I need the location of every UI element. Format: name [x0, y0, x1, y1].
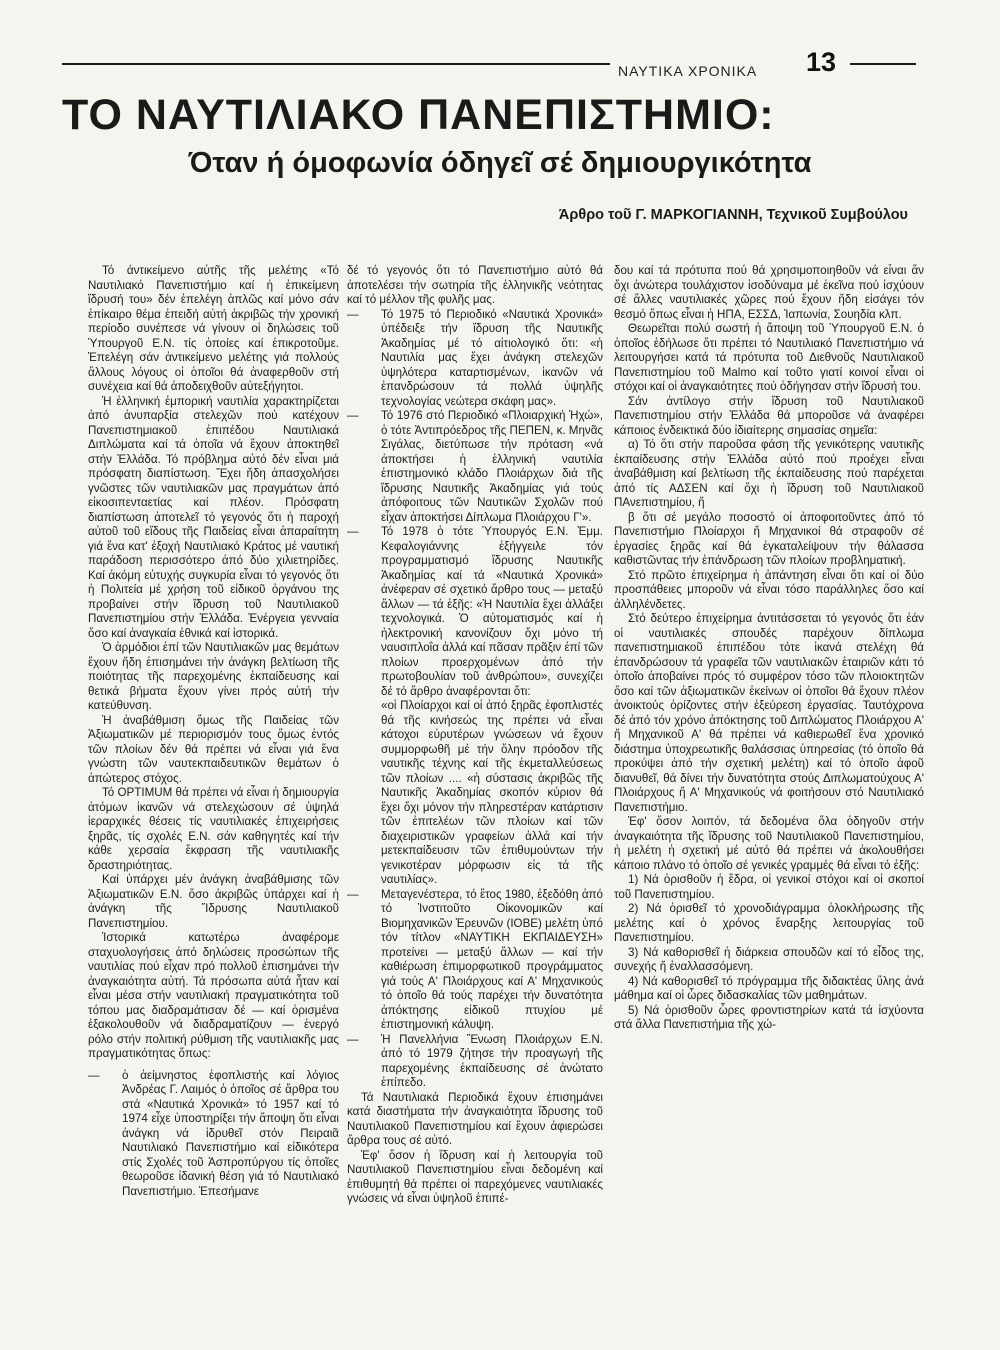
list-item-text: Ἡ Πανελλήνια Ἕνωση Πλοιάρχων Ε.Ν. ἀπό τό 1979 ζήτησε τήν προαγωγή τῆς παρεχομένης ἐκπαίδευσης σέ ἀνώτατο ἐπίπεδο.: [381, 1032, 603, 1089]
dash-marker: —: [347, 887, 359, 901]
list-item: [347, 1033, 603, 1091]
list-item: [88, 1069, 339, 1200]
dash-marker: —: [347, 307, 359, 321]
list-item-text: Τό 1978 ὁ τότε Ὑπουργός Ε.Ν. Ἐμμ. Κεφαλογιάννης ἐξήγγειλε τόν προγραμματισμό ἵδρυσης Ναυτικῆς Ἀκαδημίας καί τά «Ναυτικά Χρονικά» ἀνέφεραν σέ σχετικό ἄρθρο τους — μεταξύ ἄλλων — τά ἑξῆς: «Ἡ Ναυτιλία ἔχει ἀλλάξει τεχνολογικά. Ὁ αὐτοματισμός καί ἡ ἠλεκτρονική κανονίζουν ὄχι μόνο τή ναυσιπλοΐα ἀλλά καί πᾶσαν πρᾶξιν ἐπί τῶν πλοίων προερχομένων ἀπό τήν πρωτοβουλίαν τοῦ ἀνθρώπου», συνεχίζει δέ τό ἄρθρο ἀναφέρονται ὅτι:: [381, 525, 603, 698]
paragraph: Σάν ἀντίλογο στήν ἵδρυση τοῦ Ναυτιλιακοῦ Πανεπιστημίου στήν Ἑλλάδα θά μποροῦσε νά ἀναφέρει κάποιος ἐνδεικτικά δύο ἰδιαίτερης σημασίας σημεῖα:: [614, 394, 924, 437]
header-rule-right: [850, 63, 916, 65]
text-column-1: [88, 264, 339, 1339]
paragraph: α) Τό ὅτι στήν παροῦσα φάση τῆς γενικότερης ναυτικῆς ἐκπαίδευσης στήν Ἑλλάδα αὐτό πού προέχει εἶναι ἀναβάθμιση καί βελτίωση τῆς ἐκπαίδευσης πού παρέχεται ἀπό τίς ΑΔΣΕΝ καί ὄχι ἡ ἵδρυση τοῦ Ναυτιλιακοῦ ΠΑνεπιστημίου, ἤ: [614, 438, 924, 509]
paragraph: Ἱστορικά κατωτέρω ἀναφέρομε σταχυολογήσεις ἀπό δηλώσεις προσώπων τῆς ναυτιλίας πού εἶχαν πρό πολλοῦ ἐπισημάνει τήν ἀναγκαιότητα αὐτή. Τά πρόσωπα αὐτά ἦταν καί εἶναι μέσα στήν ναυτιλιακή πραγματικότητα τοῦ τόπου μας διαδραμάτισαν δέ — καί ὁρισμένα ἐξακολουθοῦν νά διαδραματίζουν — ἐνεργό ρόλο στήν πολιτική ρύθμιση τῆς ναυτιλιακῆς μας πραγματικότητας ὅπως:: [88, 931, 339, 1060]
paragraph: Ἡ ἑλληνική ἐμπορική ναυτιλία χαρακτηρίζεται ἀπό ἀνυπαρξία στελεχῶν πού κατέχουν Πανεπιστημιακοῦ ἐπιπέδου Ναυτιλιακά Διπλώματα καί τά ὁποῖα νά ἔχουν ἀποκτηθεῖ στήν Ἑλλάδα. Τό πρόβλημα αὐτό δέν εἶναι μιά πρόσφατη διαπίστωση. Ἔχει ἤδη ἀπασχολήσει γνῶστες τῶν ναυτιλιακῶν μας πραγμάτων ἀπό εἰκοσιπενταετίας καί πλέον. Πρόσφατη διαπίστωση ἀποτελεῖ τό γεγονός ὅτι ἡ παροχή αὐτοῦ τοῦ εἴδους τῆς Παιδείας εἶναι ἀπαραίτητη γιά ἕνα κατ' ἐξοχή Ναυτιλιακό Κράτος μέ ναυτική παράδοση περισσότερο ἀπό δύο χιλιετηρίδες. Καί ἀκόμη εὐτυχής συγκυρία εἶναι τό γεγονός ὅτι ἡ Πολιτεία μέ χρήση τοῦ εἰδικοῦ ὀργάνου της προβαίνει στήν ἵδρυση τοῦ Ναυτιλιακοῦ Πανεπιστημίου στήν Ἑλλάδα. Ἐνέργεια γενναία ὅσο καί ἀναγκαία ἐθνικά καί ἱστορικά.: [88, 394, 339, 640]
dash-marker: —: [347, 409, 359, 422]
list-item-text: Τό 1976 στό Περιοδικό «Πλοιαρχική Ἠχώ», ὁ τότε Ἀντιπρόεδρος τῆς ΠΕΠΕΝ, κ. Μηνᾶς Σιγάλας, διετύπωσε τήν πρόταση «νά ἀποκτήσει ἡ ἑλληνική ναυτιλία ἐπιστημονικό κλάδο Πλοιάρχων διά τῆς ἵδρυσης Ναυτικῆς Ἀκαδημίας γιά τούς ἀπόφοιτους τῶν Ναυτικῶν Σχολῶν πού εἶχαν ἀποκτήσει Δίπλωμα Πλοιάρχου Γ'».: [381, 409, 603, 524]
text-column-3: [614, 264, 924, 1339]
dash-marker: —: [88, 1068, 100, 1082]
paragraph: δου καί τά πρότυπα πού θά χρησιμοποιηθοῦν νά εἶναι ἄν ὄχι ἀνώτερα τουλάχιστον ἰσοδύναμα μέ ἐκεῖνα πού ἰσχύουν σέ ἄλλες ναυτιλιακές χῶρες πού ἔχουν ἤδη εἰσάγει τόν θεσμό ὅπως εἶναι ἡ ΗΠΑ, ΕΣΣΔ, Ἰαπωνία, Σουηδία κλπ.: [614, 264, 924, 321]
numbered-item: 4) Νά καθορισθεῖ τό πρόγραμμα τῆς διδακτέας ὕλης ἀνά μάθημα καί οἱ ὧρες διδασκαλίας τῶν μαθημάτων.: [614, 974, 924, 1002]
quotation: [347, 699, 603, 888]
article-byline: Άρθρο τοῦ Γ. ΜΑΡΚΟΓΙΑΝΝΗ, Τεχνικοῦ Συμβούλου: [558, 207, 908, 223]
paragraph: Τά Ναυτιλιακά Περιοδικά ἔχουν ἐπισημάνει κατά διαστήματα τήν ἀναγκαιότητα ἵδρυσης τοῦ Ναυτιλιακοῦ Πανεπιστημίου καί ἔχουν ἀφιερώσει ἄρθρα τους σέ αὐτό.: [347, 1090, 603, 1147]
article-title: ΤΟ ΝΑΥΤΙΛΙΑΚΟ ΠΑΝΕΠΙΣΤΗΜΙΟ:: [62, 91, 775, 139]
list-item-text: Μεταγενέστερα, τό ἔτος 1980, ἐξεδόθη ἀπό τό Ἰνστιτοῦτο Οἰκονομικῶν καί Βιομηχανικῶν Ἐρευνῶν (ΙΟΒΕ) μελέτη ὑπό τόν τίτλον «ΝΑΥΤΙΚΗ ΕΚΠΑΙΔΕΥΣΗ» προτείνει — μεταξύ ἄλλων — καί τήν καθιέρωση ἐπιμορφωτικοῦ προγράμματος γιά τούς Α' Πλοιάρχους καί Α' Μηχανικούς τό ὁποῖο θά τούς παρέχει τήν δυνατότητα ἀπόκτησης εἰδικοῦ πτυχίου μέ ἐπιστημονική κάλυψη.: [381, 887, 603, 1031]
list-item-text: Τό 1975 τό Περιοδικό «Ναυτικά Χρονικά» ὑπέδειξε τήν ἵδρυση τῆς Ναυτικῆς Ἀκαδημίας μέ τό αἰτιολογικό ὅτι: «ἡ Ναυτιλία μας ἔχει ἀνάγκη στελεχῶν ὑψηλότερα καταρτισμένων, ἱκανῶν νά ἐπανδρώσουν τά πολλά ὑψηλῆς τεχνολογίας νεώτερα σκάφη μας».: [381, 307, 603, 408]
list-item-text: ὁ ἀείμνηστος ἐφοπλιστής καί λόγιος Ἀνδρέας Γ. Λαιμός ὁ ὁποῖος σέ ἄρθρα του στά «Ναυτικά Χρονικά» τό 1957 καί τό 1974 εἶχε ὑποστηρίξει τήν ἄποψη ὅτι εἶναι ἀνάγκη νά ἱδρυθεῖ στόν Πειραιᾶ Ναυτιλιακό Πανεπιστήμιο καί εἰδικότερα στίς Σχολές τοῦ Ἀσπροπύργου τίς ὁποῖες θεωροῦσε ἰδανική θέση γιά τό Ναυτιλιακό Πανεπιστήμιο. Ἐπεσήμανε: [122, 1068, 339, 1198]
numbered-item: 1) Νά ὁρισθοῦν ἡ ἕδρα, οἱ γενικοί στόχοι καί οἱ σκοποί τοῦ Πανεπιστημίου.: [614, 873, 924, 901]
header-rule-left: [62, 63, 610, 65]
page-number: 13: [806, 47, 837, 77]
paragraph: Τό OPTIMUM θά πρέπει νά εἶναι ἡ δημιουργία ἀτόμων ἱκανῶν νά στελεχώσουν σέ ὑψηλά ἱεραρχικές θέσεις τίς ναυτιλιακές ἐπιχειρήσεις ξηρᾶς, τίς σχολές Ε.Ν. σάν καθηγητές καί τήν κάθε χερσαία ἔκφραση τῆς ναυτιλιακῆς δραστηριότητας.: [88, 786, 339, 872]
list-item: [347, 888, 603, 1033]
paragraph: Ἐφ' ὅσον ἡ ἵδρυση καί ἡ λειτουργία τοῦ Ναυτιλιακοῦ Πανεπιστημίου εἶναι δεδομένη καί ἐπιθυμητή θά πρέπει οἱ παρεχόμενες ναυτιλιακές γνώσεις νά εἶναι ὑψηλοῦ ἐπιπέ-: [347, 1148, 603, 1205]
paragraph: Ἡ ἀναβάθμιση ὅμως τῆς Παιδείας τῶν Ἀξιωματικῶν μέ περιορισμόν τους ὅμως ἐντός τῶν πλοίων δέν θά πρέπει νά εἶναι γιά ἕνα γνώστη τῶν ναυτεκπαιδευτικῶν θεμάτων ὁ ἀπώτερος στόχος.: [88, 713, 339, 785]
paragraph: β ὅτι σέ μεγάλο ποσοστό οἱ ἀποφοιτοῦντες ἀπό τό Πανεπιστήμιο Πλοίαρχοι ἤ Μηχανικοί θά στραφοῦν σέ ἐργασίες ξηρᾶς καί θά ἐγκαταλείψουν τήν θάλασσα καθιστῶντας τήν ἐπάνδρωση τῶν πλοίων προβληματική.: [614, 510, 924, 567]
numbered-item: 5) Νά ὁρισθοῦν ὧρες φροντιστηρίων κατά τά ἰσχύοντα στά ἄλλα Πανεπιστήμια τῆς χώ-: [614, 1003, 924, 1031]
dash-marker: —: [347, 1032, 359, 1046]
paragraph: Στό πρῶτο ἐπιχείρημα ἡ ἀπάντηση εἶναι ὅτι καί οἱ δύο προσπάθειες μποροῦν νά εἶναι τόσο παράλληλες ὅσο καί ἀλληλένδετες.: [614, 568, 924, 611]
running-head: ΝΑΥΤΙΚΑ ΧΡΟΝΙΚΑ: [618, 63, 758, 79]
paragraph: Ὁ ἁρμόδιοι ἐπί τῶν Ναυτιλιακῶν μας θεμάτων ἔχουν ἤδη ἐπισημάνει τήν ἀνάγκη βελτίωση τῆς ποιότητας τῆς παρεχομένης ἐκπαίδευσης καί θετικά βήματα ἔχουν γίνει πρός αὐτή τήν κατεύθυνση.: [88, 641, 339, 712]
paragraph: δέ τό γεγονός ὅτι τό Πανεπιστήμιο αὐτό θά ἀποτελέσει τήν σωτηρία τῆς ἑλληνικῆς νεότητας καί τό μέλλον τῆς φυλῆς μας.: [347, 264, 603, 306]
list-item: [347, 308, 603, 410]
paragraph: Τό άντικείμενο αὐτῆς τῆς μελέτης «Τό Ναυτιλιακό Πανεπιστήμιο καί ἡ ἐπικείμενη ἴδρυσή του» δέν ἐπελέγη ἁπλῶς καί μόνο σάν ἐπίκαιρο θέμα ἐπειδή αὐτή ἀκριβῶς τήν χρονική περίοδο συνέπεσε νά γίνουν οἱ δηλώσεις τοῦ Ὑπουργοῦ Ε.Ν. τίς ὁποίες καί ἐπικροτοῦμε. Ἐπελέγη σάν ἀντικείμενο μελέτης γιά πολλούς ἄλλους λόγους οἱ ὁποῖοι θά ἀναφερθοῦν στή συνέχεια καί θά ἀποδειχθοῦν αὐτεξήγητοι.: [88, 264, 339, 393]
article-subtitle: Όταν ή όμοφωνία όδηγεῖ σέ δημιουργικότητα: [188, 147, 812, 179]
quotation-text: «οἱ Πλοίαρχοι καί οἱ ἀπό ξηρᾶς ἐφοπλιστές θά τῆς κινήσεώς της πρέπει νά εἶναι κάτοχοι εὐρυτέρων γνώσεων νά ἔχουν συμμορφωθῆ μέ τήν ὅλην πρόοδον τῆς ναυτικῆς τέχνης καί τῆς ἐκμεταλλεύσεως τῶν πλοίων .... «ἡ σύστασις ἀκριβῶς τῆς Ναυτικῆς Ἀκαδημίας σκοπόν κύριον θά ἔχει ὄχι μόνον τήν πληρεστέραν κατάρτισιν τῶν ἐπιτελέων τῶν πλοίων καί τῶν διαχειριστικῶν γραφείων ἀλλά καί τήν μετεκπαίδευσιν τῶν ἐπιθυμούντων τήν γενικοτέραν μόρφωσιν εἰς τά τῆς ναυτιλίας».: [381, 699, 603, 886]
paragraph: Στό δεύτερο ἐπιχείρημα ἀντιτάσσεται τό γεγονός ὅτι ἐάν οἱ ναυτιλιακές σπουδές παρέχουν δίπλωμα πανεπιστημιακοῦ ἐπιπέδου τότε ἱκανά στελέχη θά ἐπανδρώσουν τά γραφεῖα τῶν ναυτιλιακῶν ἑταιριῶν κάτι τό ὁποῖο ἀποβαίνει πρός τό συμφέρον τόσο τῶν πλοιοκτητῶν ὅσο καί τῶν ἀξιωματικῶν ἐκείνων οἱ ὁποῖοι θά ἔχουν πλέον ἀνοικτούς ὁρίζοντες στήν ἐξεύρεση ἐργασίας. Ταυτόχρονα δέ ἀπό τόν χρόνο ἀπόκτησης τοῦ Διπλώματος Πλοιάρχου Α' ἤ Μηχανικοῦ Α' θά πρέπει νά καθιερωθεῖ ἕνα χρονικό διάστημα ὑποχρεωτικῆς θαλάσσιας ὑπηρεσίας (τό ὁποῖο θά προκύψει ἀπό τήν σχετική μελέτη) καί τό ὁποῖο ἀφοῦ διανυθεῖ, θά δίνει τήν δυνατότητα στούς Διπλωματούχους Α' Πλοιάρχους ἤ Α' Μηχανικούς νά φοιτήσουν στό Ναυτιλιακό Πανεπιστήμιο.: [614, 612, 924, 814]
dash-marker: —: [347, 525, 359, 538]
paragraph: Καί ὑπάρχει μέν ἀνάγκη ἀναβάθμισης τῶν Ἀξιωματικῶν Ε.Ν. ὅσο ἀκριβῶς ὑπάρχει καί ἡ ἀνάγκη τῆς Ἵδρυσης Ναυτιλιακοῦ Πανεπιστημίου.: [88, 873, 339, 930]
text-column-2: [347, 264, 603, 1339]
list-item: [347, 409, 603, 525]
paragraph: Θεωρεῖται πολύ σωστή ἡ ἄποψη τοῦ Ὑπουργοῦ Ε.Ν. ὁ ὁποῖος ἐδήλωσε ὅτι πρέπει τό Ναυτιλιακό Πανεπιστήμιο νά λειτουργήσει κατά τά πρότυπα τοῦ Διεθνοῦς Ναυτιλιακοῦ Πανεπιστημίου τοῦ Malmo καί τοῦτο γιατί κοινοί εἶναι οἱ στόχοι καί οἱ ἀναγκαιότητες πού ὁδήγησαν στήν ἵδρυσή του.: [614, 322, 924, 393]
numbered-item: 2) Νά ὁρισθεῖ τό χρονοδιάγραμμα ὁλοκλήρωσης τῆς μελέτης καί ὁ χρόνος ἔναρξης λειτουργίας τοῦ Πανεπιστημίου.: [614, 902, 924, 944]
numbered-item: 3) Νά καθορισθεῖ ἡ διάρκεια σπουδῶν καί τό εἶδος της, συνεχής ἤ ἐναλλασσόμενη.: [614, 945, 924, 973]
paragraph: Ἐφ' ὅσον λοιπόν, τά δεδομένα ὅλα ὁδηγοῦν στήν ἀναγκαιότητα τῆς ἵδρυσης τοῦ Ναυτιλιακοῦ Πανεπιστημίου, ἡ μελέτη ἡ σχετική μέ αὐτό θά πρέπει νά ἀκολουθήσει κάποιο πλάνο τό ὁποῖο σέ γενικές γραμμές θά εἶναι τό ἑξῆς:: [614, 815, 924, 872]
list-item: [347, 525, 603, 699]
